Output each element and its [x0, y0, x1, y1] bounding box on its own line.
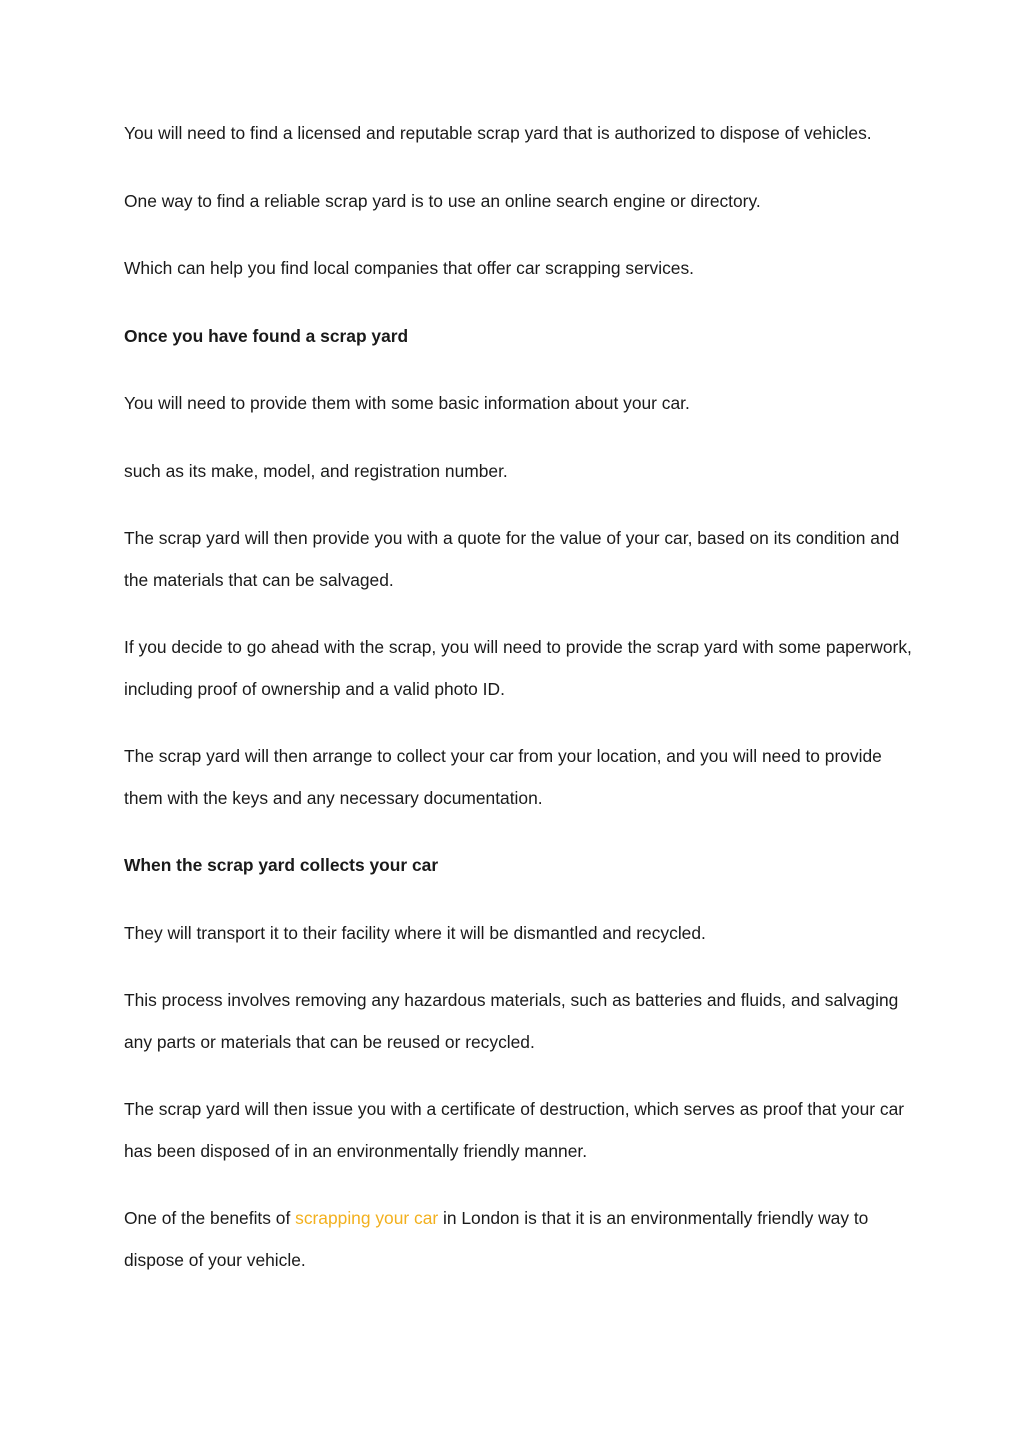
heading-collects-car: When the scrap yard collects your car	[124, 855, 439, 875]
paragraph-paperwork: If you decide to go ahead with the scrap, you will need to provide the scrap yard with some paperwork, including proof of ownership and a valid photo ID.	[124, 637, 912, 699]
paragraph-local-companies: Which can help you find local companies that offer car scrapping services.	[124, 258, 694, 278]
paragraph-basic-information: You will need to provide them with some basic information about your car.	[124, 393, 690, 413]
heading-found-scrap-yard: Once you have found a scrap yard	[124, 325, 409, 346]
paragraph-collection: The scrap yard will then arrange to collect your car from your location, and you will need to provide them with the keys and any necessary documentation.	[124, 746, 882, 808]
benefits-text-before: One of the benefits of	[124, 1208, 296, 1228]
paragraph-online-search: One way to find a reliable scrap yard is to use an online search engine or directory.	[124, 190, 761, 211]
paragraph-hazardous-materials: This process involves removing any hazardous materials, such as batteries and fluids, and salvaging any parts or materials that can be reused or recycled.	[124, 990, 899, 1052]
document-body	[124, 113, 914, 1307]
paragraph-make-model: such as its make, model, and registration number.	[124, 460, 508, 481]
scrapping-your-car-link[interactable]: scrapping your car	[295, 1208, 439, 1228]
paragraph-certificate: The scrap yard will then issue you with a certificate of destruction, which serves as proof that your car has been disposed of in an environmentally friendly manner.	[124, 1099, 905, 1161]
paragraph-quote: The scrap yard will then provide you with a quote for the value of your car, based on its condition and the materials that can be salvaged.	[124, 528, 900, 590]
paragraph-transport: They will transport it to their facility where it will be dismantled and recycled.	[124, 922, 706, 943]
benefits-text-after: in London is that it is an environmentally friendly way to dispose of your vehicle.	[124, 1208, 869, 1270]
paragraph-benefits	[124, 1198, 914, 1281]
paragraph-find-scrap-yard: You will need to find a licensed and reputable scrap yard that is authorized to dispose of vehicles.	[124, 123, 872, 143]
